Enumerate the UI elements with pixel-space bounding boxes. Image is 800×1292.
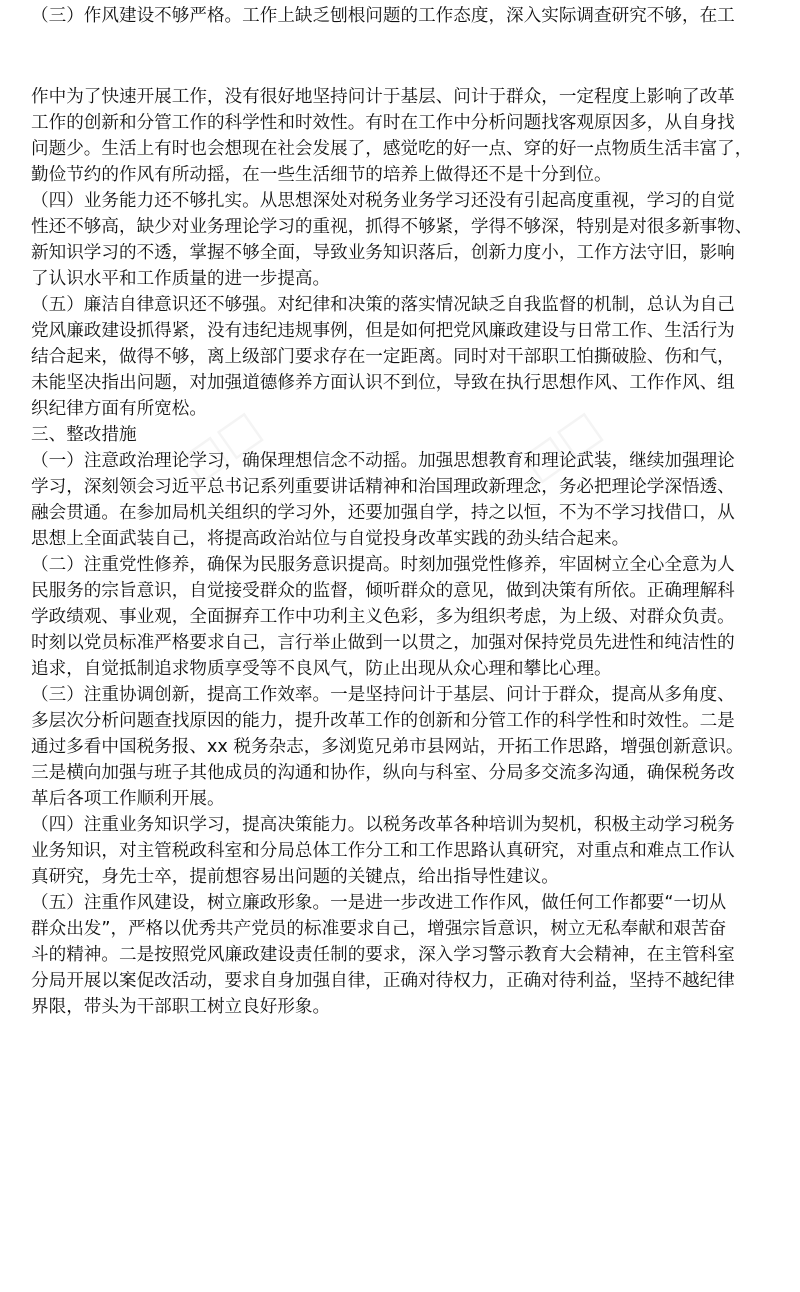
paragraph-line: 党风廉政建设抓得紧，没有违纪违规事例，但是如何把党风廉政建设与日常工作、生活行为 [31, 321, 735, 341]
paragraph-line: （三）注重协调创新，提高工作效率。一是坚持问计于基层、问计于群众，提高从多角度、 [31, 685, 735, 705]
paragraph-line: 分局开展以案促改活动，要求自身加强自律，正确对待权力，正确对待利益，坚持不越纪律 [31, 971, 735, 991]
paragraph-line: （一）注意政治理论学习，确保理想信念不动摇。加强思想教育和理论武装，继续加强理论 [31, 451, 735, 471]
paragraph-line: 斗的精神。二是按照党风廉政建设责任制的要求，深入学习警示教育大会精神，在主管科室 [31, 945, 735, 965]
paragraph-line: （五）廉洁自律意识还不够强。对纪律和决策的落实情况缺乏自我监督的机制，总认为自己 [31, 295, 735, 315]
paragraph-line: （五）注重作风建设，树立廉政形象。一是进一步改进工作作风，做任何工作都要“一切从 [31, 893, 727, 913]
paragraph-line: 勤俭节约的作风有所动摇，在一些生活细节的培养上做得还不是十分到位。 [31, 165, 612, 185]
paragraph-line: 界限，带头为干部职工树立良好形象。 [31, 997, 331, 1017]
watermark: □□ [172, 400, 271, 491]
paragraph-line: 学政绩观、事业观，全面摒弃工作中功利主义色彩，多为组织考虑，为上级、对群众负责。 [31, 607, 735, 627]
paragraph-line: 三、整改措施 [31, 425, 137, 445]
paragraph-line: （二）注重党性修养，确保为民服务意识提高。时刻加强党性修养，牢固树立全心全意为人 [31, 555, 735, 575]
paragraph-line: （三）作风建设不够严格。工作上缺乏刨根问题的工作态度，深入实际调查研究不够，在工 [31, 6, 735, 26]
watermark: □□ [512, 400, 611, 491]
paragraph-line: 通过多看中国税务报、xx 税务杂志，多浏览兄弟市县网站，开拓工作思路，增强创新意识。 [31, 737, 744, 757]
paragraph-line: 时刻以党员标准严格要求自己，言行举止做到一以贯之，加强对保持党员先进性和纯洁性的 [31, 633, 735, 653]
paragraph-line: 业务知识，对主管税政科室和分局总体工作分工和工作思路认真研究，对重点和难点工作认 [31, 841, 735, 861]
paragraph-line: 民服务的宗旨意识，自觉接受群众的监督，倾听群众的意见，做到决策有所依。正确理解科 [31, 581, 735, 601]
paragraph-line: 作中为了快速开展工作，没有很好地坚持问计于基层、问计于群众，一定程度上影响了改革 [31, 87, 735, 107]
paragraph-line: 结合起来，做得不够，离上级部门要求存在一定距离。同时对干部职工怕撕破脸、伤和气， [31, 347, 735, 367]
paragraph-line: 三是横向加强与班子其他成员的沟通和协作，纵向与科室、分局多交流多沟通，确保税务改 [31, 763, 735, 783]
paragraph-line: 了认识水平和工作质量的进一步提高。 [31, 269, 331, 289]
paragraph-line: 性还不够高，缺少对业务理论学习的重视，抓得不够紧，学得不够深，特别是对很多新事物、 [31, 217, 753, 237]
paragraph-line: 群众出发”，严格以优秀共产党员的标准要求自己，增强宗旨意识，树立无私奉献和艰苦奋 [31, 919, 727, 939]
document-body [31, 84, 791, 1020]
paragraph-line: 追求，自觉抵制追求物质享受等不良风气，防止出现从众心理和攀比心理。 [31, 659, 612, 679]
paragraph-line: 学习，深刻领会习近平总书记系列重要讲话精神和治国理政新理念，务必把理论学深悟透、 [31, 477, 735, 497]
paragraph-line: 织纪律方面有所宽松。 [31, 399, 207, 419]
paragraph-line: 未能坚决指出问题，对加强道德修养方面认识不到位，导致在执行思想作风、工作作风、组 [31, 373, 735, 393]
paragraph-line: 工作的创新和分管工作的科学性和时效性。有时在工作中分析问题找客观原因多，从自身找 [31, 113, 735, 133]
paragraph-line: （四）注重业务知识学习，提高决策能力。以税务改革各种培训为契机，积极主动学习税务 [31, 815, 735, 835]
paragraph-line: 多层次分析问题查找原因的能力，提升改革工作的创新和分管工作的科学性和时效性。二是 [31, 711, 735, 731]
paragraph-line: 真研究，身先士卒，提前想容易出问题的关键点，给出指导性建议。 [31, 867, 559, 887]
paragraph-line: 新知识学习的不透，掌握不够全面，导致业务知识落后，创新力度小，工作方法守旧，影响 [31, 243, 735, 263]
paragraph-line: 问题少。生活上有时也会想现在社会发展了，感觉吃的好一点、穿的好一点物质生活丰富了， [31, 139, 753, 159]
paragraph-line: （四）业务能力还不够扎实。从思想深处对税务业务学习还没有引起高度重视，学习的自觉 [31, 191, 735, 211]
paragraph-line: 思想上全面武装自己，将提高政治站位与自觉投身改革实践的劲头结合起来。 [31, 529, 630, 549]
paragraph-line: 革后各项工作顺利开展。 [31, 789, 225, 809]
paragraph-line: 融会贯通。在参加局机关组织的学习外，还要加强自学，持之以恒，不为不学习找借口，从 [31, 503, 735, 523]
